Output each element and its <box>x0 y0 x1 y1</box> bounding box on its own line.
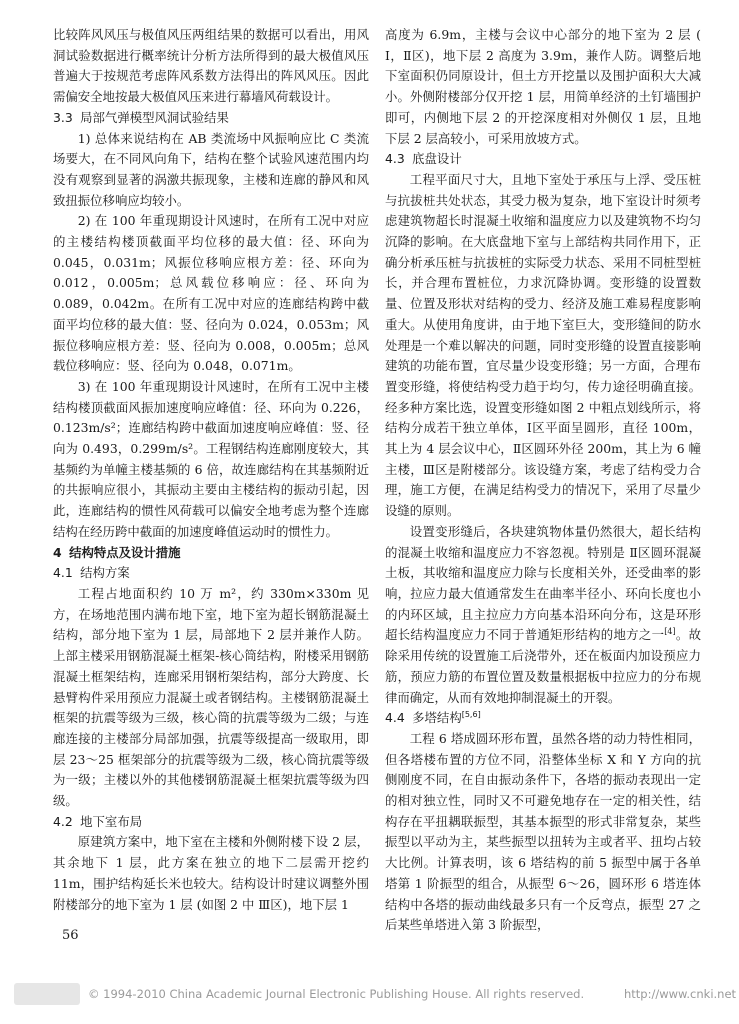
section-number: 4 <box>53 544 62 560</box>
paragraph: 比较阵风风压与极值风压两组结果的数据可以看出，用风洞试验数据进行概率统计分析方法所得到的最大极值风压普遍大于按规范考虑阵风系数方法得出的阵风风压。因此需偏安全地按最大极值风压来进行幕墙风荷载设计。 <box>53 27 369 105</box>
citation-ref: [5,6] <box>461 710 481 720</box>
paragraph: 工程占地面积约 10 万 m²，约 330m×330m 见方，在场地范围内满布地下室，地下室为超长钢筋混凝土结构，部分地下室为 1 层，局部地下 2 层并兼作人防。上部主楼采用钢筋混凝土框架-核心筒结构，附楼采用钢筋混凝土框架结构，连廊采用钢桁架结构，部分大跨度、长悬臂构件采用预应力混凝土或者钢结构。主楼钢筋混凝土框架的抗震等级为三级，核心筒的抗震等级为二级；与连廊连接的主楼部分局部加强，抗震等级提高一级取用，即层 23～25 框架部分的抗震等级为二级，核心筒抗震等级为一级；主楼以外的其他楼钢筋混凝土框架抗震等级为四级。 <box>53 585 369 809</box>
section-title: 结构方案 <box>80 565 130 581</box>
section-number: 4.2 <box>53 813 73 829</box>
section-heading-4-2 <box>53 812 369 833</box>
section-title: 地下室布局 <box>80 813 143 829</box>
section-number: 4.4 <box>385 710 405 726</box>
paragraph: 高度为 6.9m，主楼与会议中心部分的地下室为 2 层 ( Ⅰ，Ⅱ区)，地下层 2 高度为 3.9m，兼作人防。调整后地下室面积仍同原设计，但土方开挖量以及围护面积大大减小。外侧附楼部分仅开挖 1 层，用简单经济的土钉墙围护即可，内侧地下层 2 的开挖深度相对外侧仅 1 层，且地下层 2 层高较小，可采用放坡方式。 <box>385 27 701 146</box>
paragraph-text: 。故除采用传统的设置施工后浇带外，还在板面内加设预应力筋，预应力筋的布置位置及数量根据板中拉应力的分布规律而确定，从而有效地抑制混凝土的开裂。 <box>385 627 702 705</box>
paragraph: 原建筑方案中，地下室在主楼和外侧附楼下设 2 层，其余地下 1 层，此方案在独立的地下二层需开挖约 11m，围护结构延长米也较大。结构设计时建议调整外围附楼部分的地下室为 1 层 (如图 2 中 Ⅲ区)，地下层 1 <box>53 834 369 912</box>
paragraph: 1) 总体来说结构在 AB 类流场中风振响应比 C 类流场要大，在不同风向角下，结构在整个试验风速范围内均没有观察到显著的涡激共振现象，主楼和连廊的静风和风致扭振位移响应均较小。 <box>53 130 369 208</box>
footer <box>0 975 739 1015</box>
section-title: 底盘设计 <box>412 151 462 167</box>
section-heading-4-1 <box>53 563 369 584</box>
publisher-logo-icon <box>14 983 80 1005</box>
copyright-notice: © 1994-2010 China Academic Journal Electronic Publishing House. All rights reserved. <box>88 987 585 1001</box>
section-number: 4.1 <box>53 565 73 581</box>
section-title: 结构特点及设计措施 <box>69 544 181 560</box>
citation-ref: [4] <box>664 627 676 637</box>
section-number: 3.3 <box>53 109 73 125</box>
section-title: 多塔结构 <box>412 710 462 726</box>
footer-url[interactable]: http://www.cnki.net <box>624 987 737 1001</box>
section-heading-4-3 <box>385 149 701 170</box>
paragraph: 工程平面尺寸大，且地下室处于承压与上浮、受压桩与抗拔桩共处状态，其受力极为复杂，地下室设计时须考虑建筑物超长时混凝土收缩和温度应力以及建筑物不均匀沉降的影响。在大底盘地下室与上部结构共同作用下，正确分析承压桩与抗拔桩的实际受力状态、采用不同桩型桩长，并合理布置桩位，力求沉降协调。变形缝的设置数量、位置及形状对结构的受力、经济及施工难易程度影响重大。从使用角度讲，由于地下室巨大，变形缝间的防水处理是一个难以解决的问题，同时变形缝的设置直接影响建筑的功能布置，宜尽量少设变形缝；另一方面，合理布置变形缝，将使结构受力趋于均匀，传力途径明确直接。经多种方案比选，设置变形缝如图 2 中粗点划线所示，将结构分成若干独立单体，Ⅰ区平面呈圆形，直径 100m，其上为 4 层会议中心，Ⅱ区圆环外径 200m，其上为 6 幢主楼，Ⅲ区是附楼部分。该设缝方案，考虑了结构受力合理，施工方便，在满足结构受力的情况下，采用了尽量少设缝的原则。 <box>385 171 701 519</box>
section-heading-4-4 <box>385 708 701 729</box>
paragraph-text: 设置变形缝后，各块建筑物体量仍然很大，超长结构的混凝土收缩和温度应力不容忽视。特别是 Ⅱ区圆环混凝土板，其收缩和温度应力除与长度相关外，还受曲率的影响，拉应力最大值通常发生在曲率半径小、环向长度也小的内环区域，且主拉应力方向基本沿环向分布，这是环形超长结构温度应力不同于普通矩形结构的地方之一 <box>385 523 701 643</box>
section-heading-4 <box>53 543 369 564</box>
paragraph: 3) 在 100 年重现期设计风速时，在所有工况中主楼结构楼顶截面风振加速度响应峰值：径、环向为 0.226，0.123m/s²；连廊结构跨中截面加速度响应峰值：竖、径向为 0.493，0.299m/s²。工程钢结构连廊刚度较大，其基频约为单幢主楼基频的 6 倍，故连廊结构在其基频附近的共振响应很小，其振动主要由主楼结构的振动引起，因此，连廊结构的惯性风荷载可以偏安全地考虑为整个连廊结构在经历跨中截面的加速度峰值运动时的惯性力。 <box>53 378 369 539</box>
section-title: 局部气弹模型风洞试验结果 <box>80 109 229 125</box>
paragraph: 2) 在 100 年重现期设计风速时，在所有工况中对应的主楼结构楼顶截面平均位移的最大值：径、环向为 0.045，0.031m；风振位移响应根方差：径、环向为 0.012，0.005m；总风载位移响应：径、环向为 0.089，0.042m。在所有工况中对应的连廊结构跨中截面平均位移的最大值：竖、径向为 0.024，0.053m；风振位移响应根方差：竖、径向为 0.008，0.005m；总风载位移响应：竖、径向为 0.048，0.071m。 <box>53 213 369 374</box>
page-number: 56 <box>62 928 79 943</box>
section-number: 4.3 <box>385 151 405 167</box>
paragraph <box>385 522 701 708</box>
left-column <box>53 25 369 915</box>
paragraph: 工程 6 塔成圆环形布置，虽然各塔的动力特性相同，但各塔楼布置的方位不同，沿整体坐标 X 和 Y 方向的抗侧刚度不同，在自由振动条件下，各塔的振动表现出一定的相对独立性，同时又不可避免地存在一定的相关性，结构存在平扭耦联振型，其基本振型的形式非常复杂，某些振型以平动为主，某些振型以扭转为主或者平、扭均占较大比例。计算表明，该 6 塔结构的前 5 振型中属于各单塔第 1 阶振型的组合，从振型 6～26，圆环形 6 塔连体结构中各塔的振动曲线最多只有一个反弯点，振型 27 之后某些单塔进入第 3 阶振型， <box>385 730 701 933</box>
section-heading-3-3 <box>53 108 369 129</box>
right-column <box>385 25 701 936</box>
